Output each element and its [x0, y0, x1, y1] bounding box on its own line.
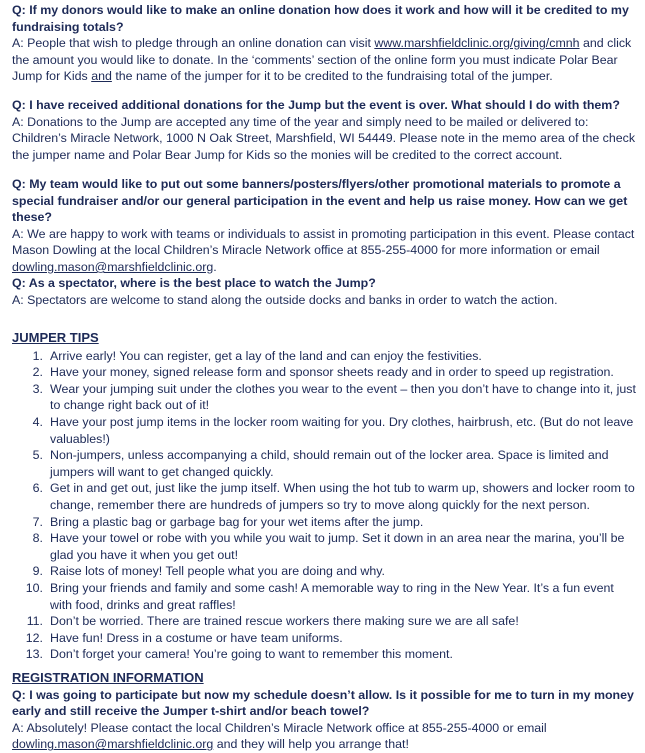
tip-item [12, 580, 637, 613]
tip-number: 9. [32, 564, 43, 579]
answer-text: A: We are happy to work with teams or individuals to assist in promoting participation in this event. Please contact Mason Dowling at the local Children’s Miracle Network office at 855-255-4000 for more information or email [12, 226, 635, 258]
tip-item [12, 563, 637, 580]
tip-text: Raise lots of money! Tell people what you are doing and why. [50, 564, 385, 579]
faq-question: Q: As a spectator, where is the best place to watch the Jump? [12, 276, 376, 290]
tip-number: 7. [32, 514, 43, 529]
tip-text: Bring a plastic bag or garbage bag for your wet items after the jump. [50, 514, 424, 529]
answer-text: the name of the jumper for it to be credited to the fundraising total of the jumper. [111, 69, 553, 84]
faq-online-donation [12, 2, 637, 85]
faq-question: Q: If my donors would like to make an online donation how does it work and how will it be credited to my fundraising totals? [12, 3, 629, 34]
faq-spectator [12, 275, 637, 308]
tip-item [12, 530, 637, 563]
tip-item [12, 414, 637, 447]
tip-text: Bring your friends and family and some cash! A memorable way to ring in the New Year. It’s a fun event with food, drinks and great raffles! [50, 580, 614, 612]
answer-text-underlined: and [91, 69, 112, 84]
tip-text: Have your post jump items in the locker room waiting for you. Dry clothes, hairbrush, etc. (But do not leave valuables!) [50, 414, 634, 446]
tip-number: 12. [25, 630, 43, 645]
tip-number: 6. [32, 481, 43, 496]
email-link[interactable]: dowling.mason@marshfieldclinic.org [12, 737, 214, 752]
tip-item [12, 447, 637, 480]
tip-item [12, 364, 637, 381]
tips-list [12, 348, 637, 663]
tip-text: Have your towel or robe with you while you wait to jump. Set it down in an area near the marina, you’ll be glad you have it when you get out! [50, 531, 625, 562]
tip-item [12, 646, 637, 663]
faq-question: Q: I was going to participate but now my schedule doesn’t allow. Is it possible for me to turn in my money early and still receive the Jumper t-shirt and/or beach towel? [12, 687, 634, 719]
answer-text: and they will help you arrange that! [213, 737, 409, 752]
answer-text: and click the amount you would like to donate. In the ‘comments’ section of the online form you must indicate Polar Bear Jump for Kids [12, 36, 632, 84]
faq-promotional-materials [12, 176, 637, 276]
tip-item [12, 514, 637, 531]
tip-text: Have fun! Dress in a costume or have team uniforms. [50, 630, 343, 645]
faq-answer: A: Spectators are welcome to stand along the outside docks and banks in order to watch the action. [12, 292, 558, 307]
tip-number: 4. [32, 414, 43, 429]
faq-question: Q: I have received additional donations for the Jump but the event is over. What should I do with them? [12, 98, 620, 112]
tip-number: 1. [32, 348, 43, 363]
tip-number: 10. [25, 580, 43, 595]
faq-question: Q: My team would like to put out some banners/posters/flyers/other promotional materials to promote a special fundraiser and/or our general participation in the event and help us raise money. How can we get these? [12, 177, 628, 225]
tip-item [12, 480, 637, 513]
faq-late-donations [12, 97, 637, 163]
tip-number: 13. [25, 647, 43, 662]
jumper-tips-section [12, 330, 637, 663]
tip-number: 3. [32, 381, 43, 396]
answer-text: A: Absolutely! Please contact the local Children’s Miracle Network office at 855-255-4000 or email [12, 720, 547, 735]
tip-text: Don’t be worried. There are trained rescue workers there making sure we are all safe! [50, 614, 519, 629]
faq-answer [12, 720, 637, 753]
tip-number: 8. [32, 531, 43, 546]
tip-text: Non-jumpers, unless accompanying a child, should remain out of the locker area. Space is limited and jumpers will want to get changed quickly. [50, 448, 609, 479]
tip-number: 5. [32, 448, 43, 463]
tip-item [12, 381, 637, 414]
tip-text: Get in and get out, just like the jump itself. When using the hot tub to warm up, showers and locker room to change, remember there are hundreds of jumpers so try to move along quickly for the next person. [50, 481, 635, 512]
tip-text: Wear your jumping suit under the clothes you wear to the event – then you don’t have to change into it, just to change right back out of it! [50, 381, 636, 413]
donation-link[interactable]: www.marshfieldclinic.org/giving/cmnh [374, 36, 580, 51]
answer-text: . [213, 259, 217, 274]
tip-item [12, 348, 637, 365]
section-heading: REGISTRATION INFORMATION [12, 670, 204, 685]
registration-section [12, 670, 637, 753]
email-link[interactable]: dowling.mason@marshfieldclinic.org [12, 259, 214, 274]
tip-text: Arrive early! You can register, get a lay of the land and can enjoy the festivities. [50, 348, 482, 363]
faq-answer [12, 35, 637, 85]
tip-number: 2. [32, 365, 43, 380]
answer-text: A: People that wish to pledge through an online donation can visit [12, 36, 375, 51]
tip-item [12, 630, 637, 647]
tip-text: Don’t forget your camera! You’re going to want to remember this moment. [50, 647, 453, 662]
tip-number: 11. [26, 614, 43, 629]
faq-answer [12, 226, 637, 276]
tip-text: Have your money, signed release form and sponsor sheets ready and in order to speed up registration. [50, 365, 614, 380]
tip-item [12, 613, 637, 630]
faq-answer: A: Donations to the Jump are accepted any time of the year and simply need to be mailed or delivered to: Children’s Miracle Network, 1000 N Oak Street, Marshfield, WI 54449. Please note in the memo area of the check the jumper name and Polar Bear Jump for Kids so the monies will be credited to the correct account. [12, 114, 636, 162]
section-heading: JUMPER TIPS [12, 330, 99, 345]
